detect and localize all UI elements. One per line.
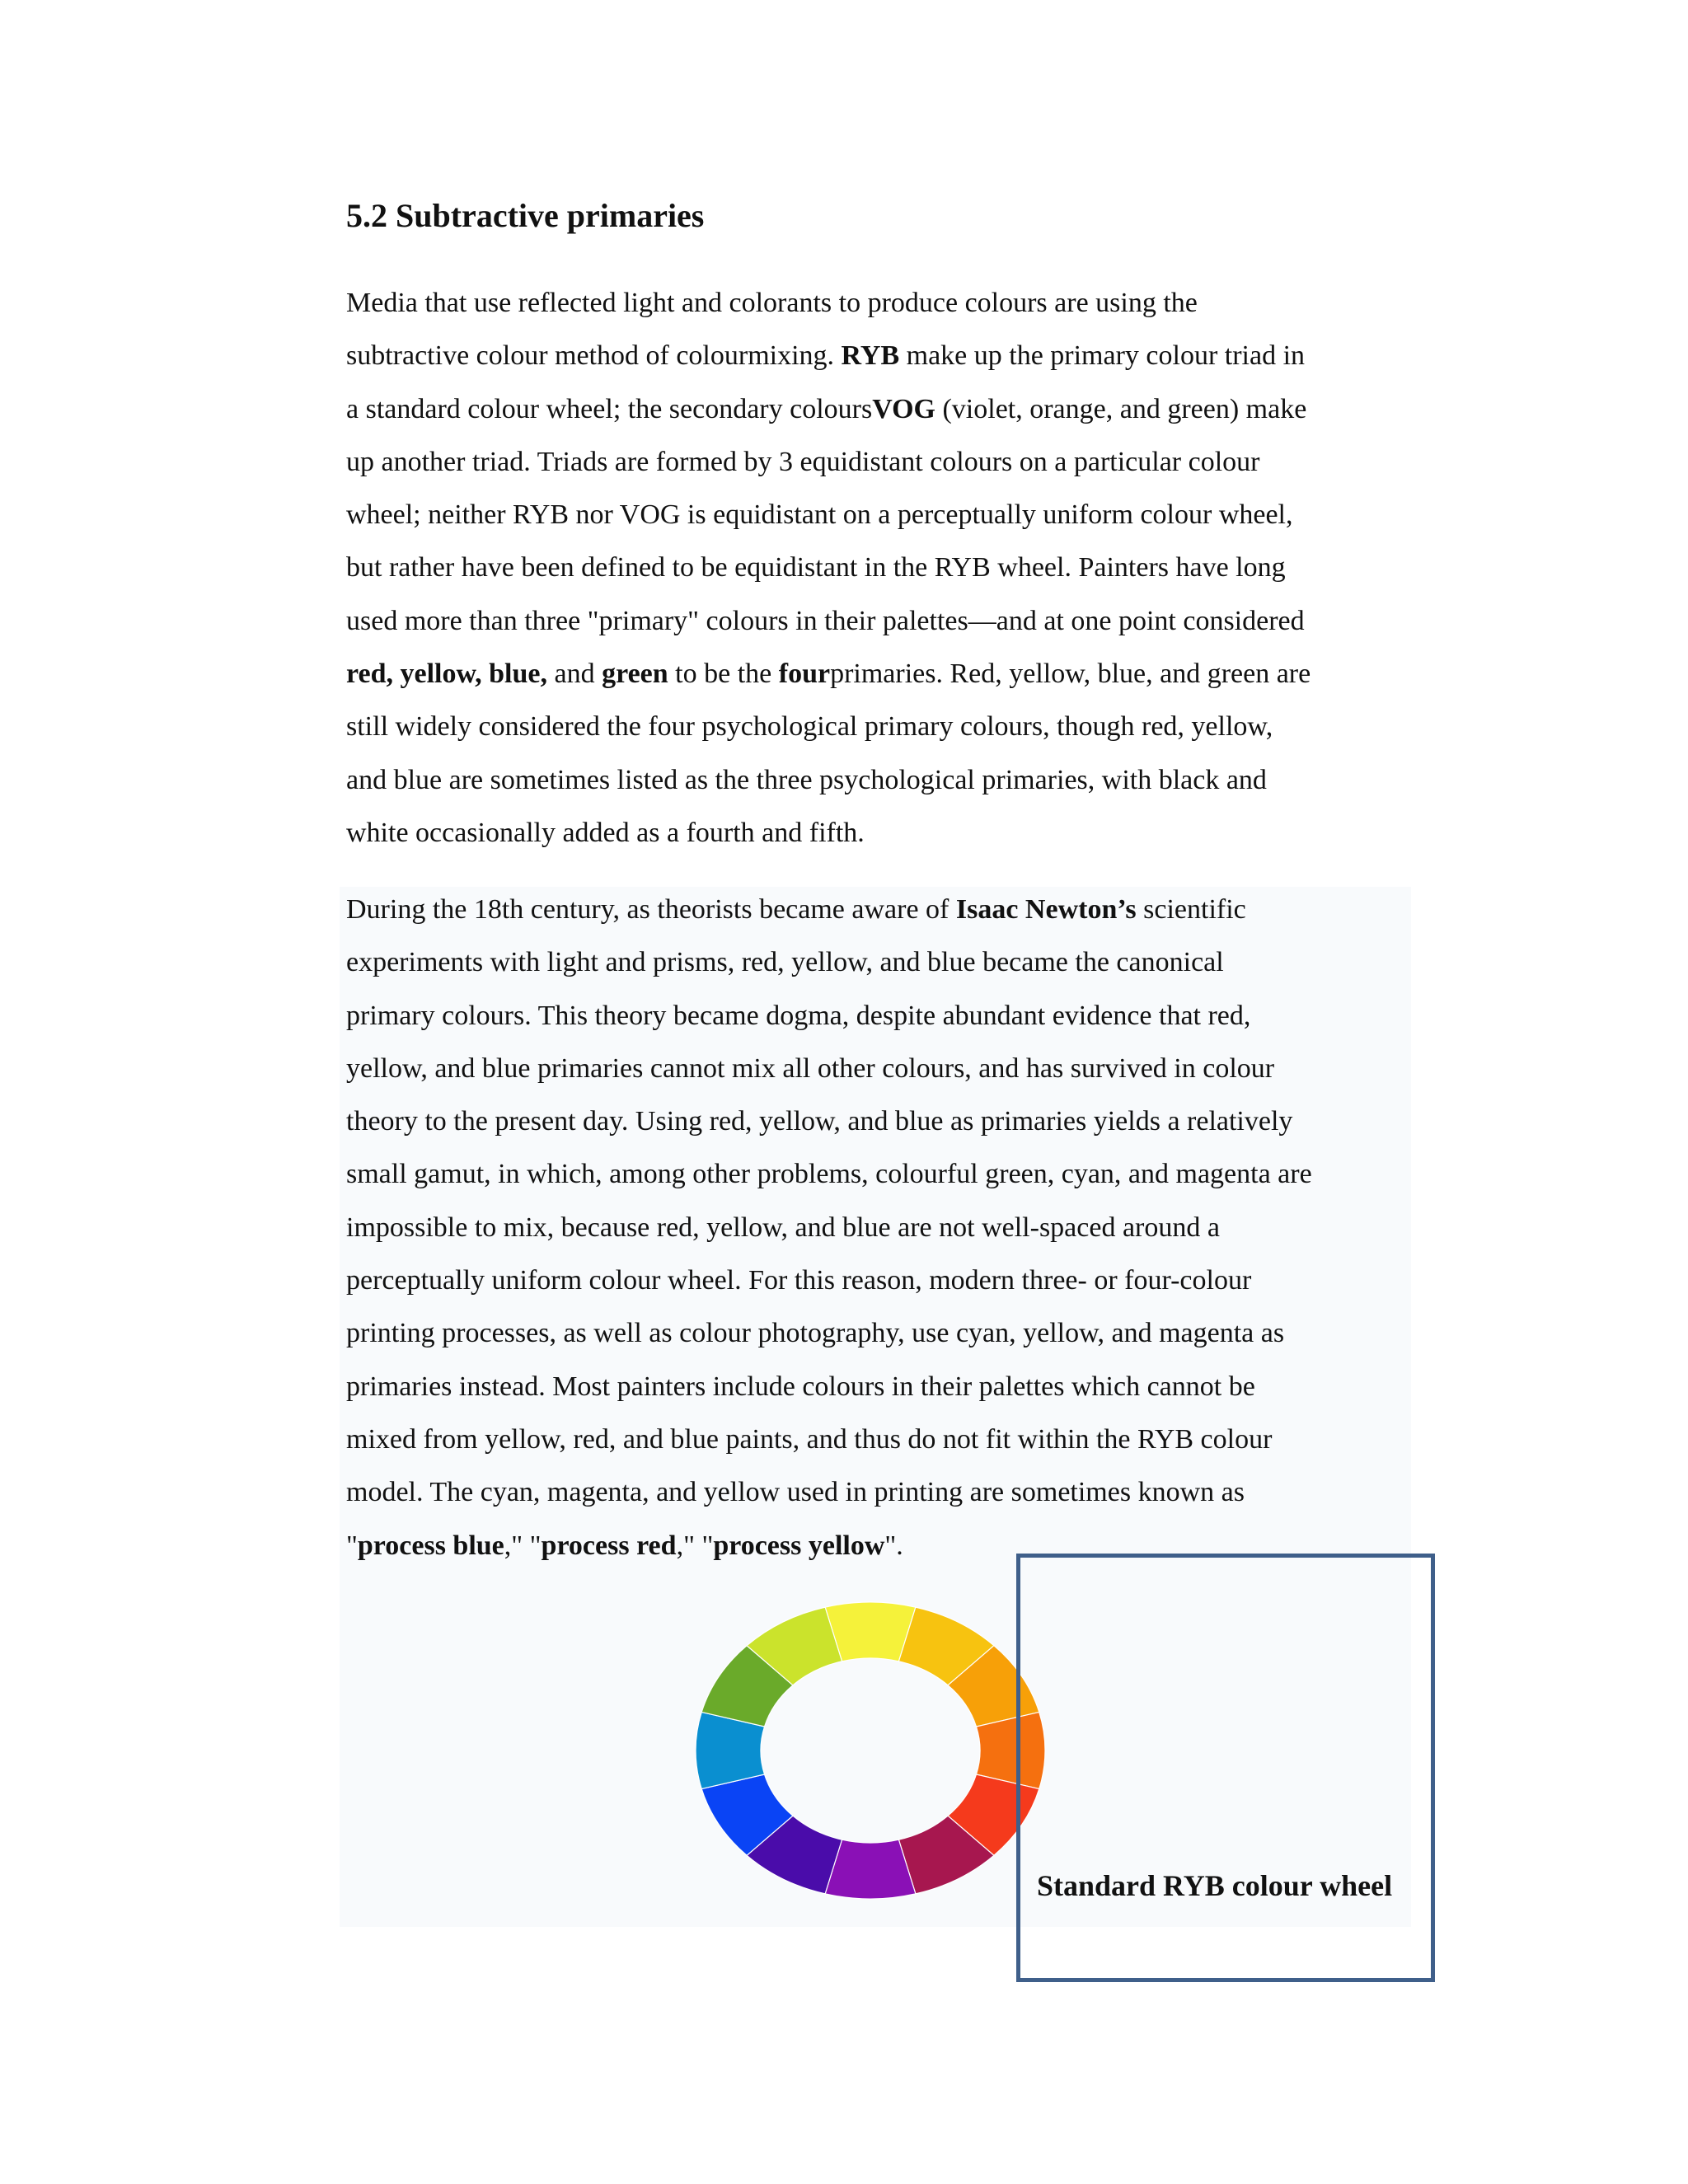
text-line	[346, 883, 1409, 936]
text-line	[346, 595, 1409, 648]
text-line	[346, 1095, 1409, 1148]
bold-text-run: red, yellow, blue,	[346, 658, 547, 690]
bold-text-run: process red	[541, 1530, 677, 1561]
text-line	[346, 383, 1409, 436]
text-run: impossible to mix, because red, yellow, and blue are not well-spaced around a	[346, 1212, 1220, 1243]
text-run: "	[346, 1530, 358, 1561]
text-run: model. The cyan, magenta, and yellow used in printing are sometimes known as	[346, 1477, 1245, 1508]
text-line	[346, 1307, 1409, 1360]
text-run: perceptually uniform colour wheel. For this reason, modern three- or four-colour	[346, 1265, 1252, 1296]
text-run: but rather have been defined to be equidistant in the RYB wheel. Painters have long	[346, 552, 1286, 583]
text-line	[346, 754, 1409, 807]
text-run: up another triad. Triads are formed by 3 equidistant colours on a particular colour	[346, 446, 1260, 477]
text-run: small gamut, in which, among other problems, colourful green, cyan, and magenta are	[346, 1159, 1312, 1190]
text-run: theory to the present day. Using red, yellow, and blue as primaries yields a relatively	[346, 1106, 1293, 1137]
text-run: primaries. Red, yellow, blue, and green are	[830, 658, 1311, 690]
text-line	[346, 936, 1409, 989]
bold-text-run: process yellow	[713, 1530, 885, 1561]
text-run: used more than three "primary" colours in their palettes—and at one point considered	[346, 605, 1305, 636]
text-run: a standard colour wheel; the secondary colours	[346, 393, 873, 424]
paragraph-subtractive-method	[346, 277, 1409, 860]
text-run: subtractive colour method of colourmixing.	[346, 340, 842, 372]
text-run: mixed from yellow, red, and blue paints, and thus do not fit within the RYB colour	[346, 1423, 1273, 1455]
text-run: ".	[884, 1530, 903, 1561]
bold-text-run: VOG	[872, 393, 935, 424]
text-line	[346, 701, 1409, 753]
text-run: Media that use reflected light and colorants to produce colours are using the	[346, 288, 1198, 318]
text-line	[346, 807, 1409, 860]
paragraph-eighteenth-century	[346, 883, 1409, 1572]
text-run: ," "	[504, 1530, 542, 1561]
text-line	[346, 648, 1409, 701]
text-line	[346, 277, 1409, 330]
text-run: make up the primary colour triad in	[899, 340, 1306, 372]
text-run: experiments with light and prisms, red, yellow, and blue became the canonical	[346, 947, 1224, 978]
text-line	[346, 1043, 1409, 1095]
text-run: wheel; neither RYB nor VOG is equidistant on a perceptually uniform colour wheel,	[346, 499, 1293, 531]
text-line	[346, 489, 1409, 541]
text-run: (violet, orange, and green) make	[935, 393, 1307, 424]
bold-text-run: green	[602, 658, 668, 690]
text-run: and	[547, 658, 603, 690]
text-line	[346, 1361, 1409, 1413]
figure-frame	[1016, 1554, 1435, 1982]
bold-text-run: process blue	[357, 1530, 504, 1561]
text-line	[346, 436, 1409, 489]
text-run: primaries instead. Most painters include colours in their palettes which cannot be	[346, 1371, 1255, 1402]
text-line	[346, 541, 1409, 594]
text-line	[346, 1466, 1409, 1519]
text-run: white occasionally added as a fourth and fifth.	[346, 817, 865, 848]
text-run: primary colours. This theory became dogma, despite abundant evidence that red,	[346, 1000, 1251, 1031]
bold-text-run: four	[778, 658, 831, 690]
text-line	[346, 1148, 1409, 1201]
text-line	[346, 990, 1409, 1043]
text-run: printing processes, as well as colour photography, use cyan, yellow, and magenta as	[346, 1318, 1285, 1349]
bold-text-run: Isaac Newton’s	[955, 894, 1137, 925]
text-run: yellow, and blue primaries cannot mix all other colours, and has survived in colour	[346, 1052, 1275, 1084]
text-run: scientific	[1136, 894, 1246, 925]
text-run: ," "	[676, 1530, 714, 1561]
ryb-colour-wheel	[691, 1597, 1050, 1904]
text-line	[346, 1413, 1409, 1466]
text-run: to be the	[668, 658, 779, 690]
text-line	[346, 330, 1409, 382]
figure-caption: Standard RYB colour wheel	[1037, 1869, 1393, 1902]
text-run: During the 18th century, as theorists became aware of	[346, 894, 956, 925]
text-run: still widely considered the four psychological primary colours, though red, yellow,	[346, 711, 1273, 743]
text-line	[346, 1254, 1409, 1307]
text-line	[346, 1202, 1409, 1254]
bold-text-run: RYB	[841, 340, 900, 372]
section-title: 5.2 Subtractive primaries	[346, 197, 705, 234]
text-run: and blue are sometimes listed as the three psychological primaries, with black and	[346, 764, 1267, 795]
